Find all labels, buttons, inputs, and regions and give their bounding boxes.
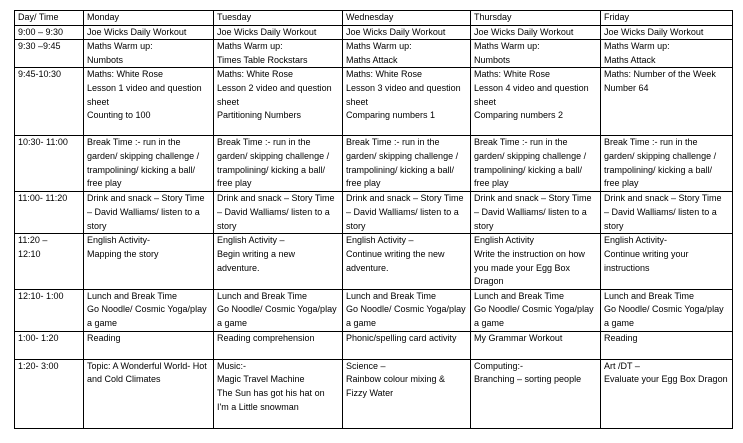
table-row xyxy=(15,289,733,331)
header-cell-monday: Monday xyxy=(84,11,214,26)
activity-cell: Computing:- Branching – sorting people xyxy=(471,359,601,428)
time-slot-cell: 11:00- 11:20 xyxy=(15,192,84,234)
activity-cell: Topic: A Wonderful World- Hot and Cold Climates xyxy=(84,359,214,428)
activity-cell: Maths: Number of the Week Number 64 xyxy=(601,68,733,136)
activity-cell: English Activity Write the instruction on how you made your Egg Box Dragon xyxy=(471,234,601,289)
activity-cell: Art /DT – Evaluate your Egg Box Dragon xyxy=(601,359,733,428)
header-cell-wednesday: Wednesday xyxy=(343,11,471,26)
table-row xyxy=(15,136,733,192)
activity-cell: Music:- Magic Travel Machine The Sun has got his hat on I'm a Little snowman xyxy=(214,359,343,428)
activity-cell: Drink and snack – Story Time – David Walliams/ listen to a story xyxy=(601,192,733,234)
time-slot-cell: 9:45-10:30 xyxy=(15,68,84,136)
table-row xyxy=(15,25,733,40)
activity-cell: Drink and snack – Story Time – David Walliams/ listen to a story xyxy=(84,192,214,234)
activity-cell: Break Time :- run in the garden/ skipping challenge / trampolining/ kicking a ball/ free play xyxy=(84,136,214,192)
time-slot-cell: 10:30- 11:00 xyxy=(15,136,84,192)
time-slot-cell: 9:00 – 9:30 xyxy=(15,25,84,40)
activity-cell: Maths Warm up: Maths Attack xyxy=(601,40,733,68)
activity-cell: Break Time :- run in the garden/ skipping challenge / trampolining/ kicking a ball/ free play xyxy=(343,136,471,192)
activity-cell: Maths Warm up: Numbots xyxy=(84,40,214,68)
activity-cell: Lunch and Break Time Go Noodle/ Cosmic Yoga/play a game xyxy=(471,289,601,331)
activity-cell: Reading comprehension xyxy=(214,331,343,359)
activity-cell: Break Time :- run in the garden/ skipping challenge / trampolining/ kicking a ball/ free play xyxy=(471,136,601,192)
activity-cell: Break Time :- run in the garden/ skipping challenge / trampolining/ kicking a ball/ free play xyxy=(601,136,733,192)
activity-cell: Reading xyxy=(84,331,214,359)
time-slot-cell: 11:20 – 12:10 xyxy=(15,234,84,289)
table-row xyxy=(15,192,733,234)
activity-cell: Joe Wicks Daily Workout xyxy=(214,25,343,40)
table-row xyxy=(15,331,733,359)
time-slot-cell: 9:30 –9:45 xyxy=(15,40,84,68)
activity-cell: Science – Rainbow colour mixing & Fizzy Water xyxy=(343,359,471,428)
header-cell-thursday: Thursday xyxy=(471,11,601,26)
activity-cell: Reading xyxy=(601,331,733,359)
activity-cell: Lunch and Break Time Go Noodle/ Cosmic Yoga/play a game xyxy=(343,289,471,331)
table-row xyxy=(15,68,733,136)
header-cell-day-time: Day/ Time xyxy=(15,11,84,26)
activity-cell: Maths: White Rose Lesson 4 video and question sheet Comparing numbers 2 xyxy=(471,68,601,136)
time-slot-cell: 1:00- 1:20 xyxy=(15,331,84,359)
activity-cell: Lunch and Break Time Go Noodle/ Cosmic Yoga/play a game xyxy=(214,289,343,331)
activity-cell: Joe Wicks Daily Workout xyxy=(84,25,214,40)
activity-cell: Phonic/spelling card activity xyxy=(343,331,471,359)
activity-cell: Maths Warm up: Numbots xyxy=(471,40,601,68)
time-slot-cell: 12:10- 1:00 xyxy=(15,289,84,331)
table-row xyxy=(15,359,733,428)
table-row xyxy=(15,234,733,289)
activity-cell: English Activity – Begin writing a new adventure. xyxy=(214,234,343,289)
header-cell-friday: Friday xyxy=(601,11,733,26)
weekly-timetable xyxy=(14,10,733,429)
activity-cell: Break Time :- run in the garden/ skipping challenge / trampolining/ kicking a ball/ free play xyxy=(214,136,343,192)
activity-cell: Maths: White Rose Lesson 1 video and question sheet Counting to 100 xyxy=(84,68,214,136)
activity-cell: English Activity- Continue writing your instructions xyxy=(601,234,733,289)
activity-cell: Joe Wicks Daily Workout xyxy=(601,25,733,40)
table-row xyxy=(15,40,733,68)
activity-cell: Drink and snack – Story Time – David Walliams/ listen to a story xyxy=(471,192,601,234)
activity-cell: Drink and snack – Story Time – David Walliams/ listen to a story xyxy=(343,192,471,234)
activity-cell: English Activity- Mapping the story xyxy=(84,234,214,289)
activity-cell: My Grammar Workout xyxy=(471,331,601,359)
activity-cell: Joe Wicks Daily Workout xyxy=(343,25,471,40)
header-row xyxy=(15,11,733,26)
activity-cell: Maths: White Rose Lesson 3 video and question sheet Comparing numbers 1 xyxy=(343,68,471,136)
activity-cell: Maths: White Rose Lesson 2 video and question sheet Partitioning Numbers xyxy=(214,68,343,136)
activity-cell: Lunch and Break Time Go Noodle/ Cosmic Yoga/play a game xyxy=(84,289,214,331)
activity-cell: Maths Warm up: Times Table Rockstars xyxy=(214,40,343,68)
header-cell-tuesday: Tuesday xyxy=(214,11,343,26)
activity-cell: Lunch and Break Time Go Noodle/ Cosmic Yoga/play a game xyxy=(601,289,733,331)
activity-cell: Drink and snack – Story Time – David Walliams/ listen to a story xyxy=(214,192,343,234)
time-slot-cell: 1:20- 3:00 xyxy=(15,359,84,428)
activity-cell: Joe Wicks Daily Workout xyxy=(471,25,601,40)
activity-cell: Maths Warm up: Maths Attack xyxy=(343,40,471,68)
activity-cell: English Activity – Continue writing the new adventure. xyxy=(343,234,471,289)
